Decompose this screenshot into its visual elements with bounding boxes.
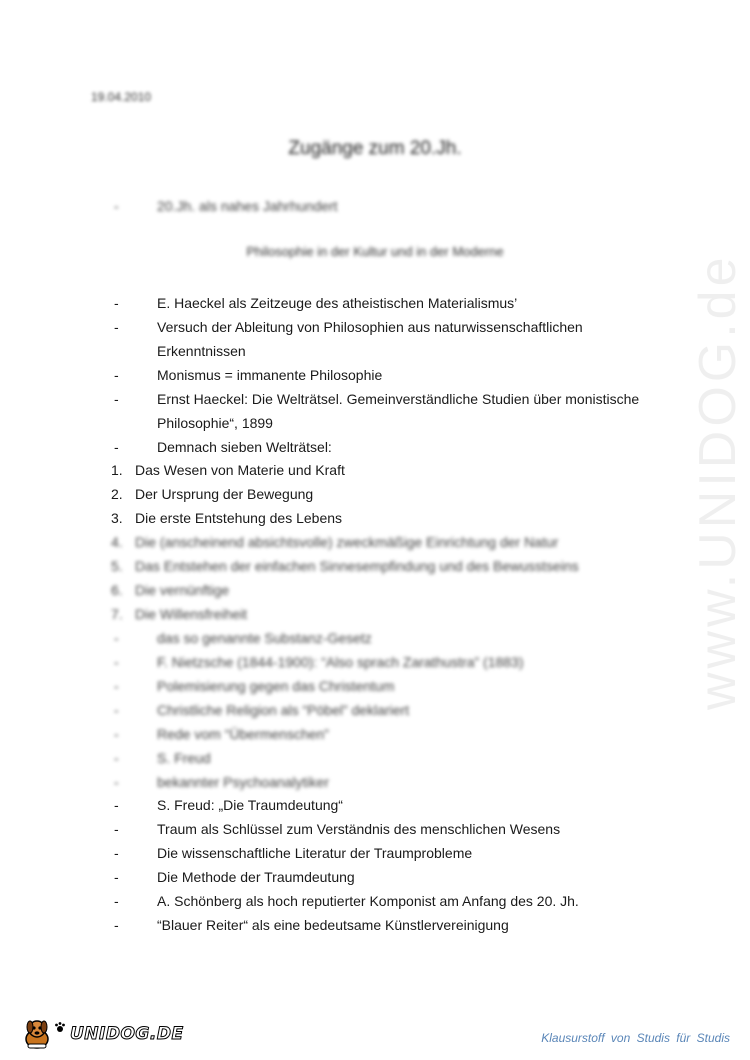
bullet-dash: -: [114, 893, 119, 909]
line-text: Monismus = immanente Philosophie: [157, 367, 383, 383]
line-text: Das Wesen von Materie und Kraft: [135, 462, 345, 478]
line-text: bekannter Psychoanalytiker: [157, 774, 329, 790]
line-text: Versuch der Ableitung von Philosophien aus naturwissenschaftlichen: [157, 319, 583, 335]
bullet-dash: -: [114, 439, 119, 455]
bullet-dash: -: [114, 198, 119, 214]
line-text: Polemisierung gegen das Christentum: [157, 678, 395, 694]
bullet-dash: -: [114, 726, 119, 742]
line-text: Die vernünftige: [135, 582, 230, 598]
bullet-dash: -: [114, 702, 119, 718]
paw-icon: [54, 1021, 66, 1033]
document-title: Zugänge zum 20.Jh.: [288, 138, 462, 159]
list-number: 2.: [111, 486, 123, 502]
bullet-dash: -: [114, 845, 119, 861]
line-text: “Blauer Reiter“ als eine bedeutsame Künstlervereinigung: [157, 917, 509, 933]
bullet-dash: -: [114, 367, 119, 383]
bullet-dash: -: [114, 391, 119, 407]
line-text: Demnach sieben Welträtsel:: [157, 439, 332, 455]
line-text: das so genannte Substanz-Gesetz: [157, 630, 372, 646]
watermark: www.UNIDOG.de: [689, 253, 747, 710]
bullet-dash: -: [114, 319, 119, 335]
dog-icon: [22, 1018, 52, 1050]
line-text: F. Nietzsche (1844-1900): “Also sprach Zarathustra” (1883): [157, 654, 524, 670]
list-number: 4.: [111, 534, 123, 550]
line-text: S. Freud: [157, 750, 211, 766]
line-text: A. Schönberg als hoch reputierter Komponist am Anfang des 20. Jh.: [157, 893, 579, 909]
line-text: E. Haeckel als Zeitzeuge des atheistischen Materialismus’: [157, 295, 518, 311]
line-text: Philosophie“, 1899: [157, 415, 273, 431]
line-text: Die (anscheinend absichtsvolle) zweckmäßige Einrichtung der Natur: [135, 534, 559, 550]
bullet-dash: -: [114, 869, 119, 885]
bullet-dash: -: [114, 774, 119, 790]
line-text: Die Methode der Traumdeutung: [157, 869, 355, 885]
list-number: 3.: [111, 510, 123, 526]
section-subtitle: Philosophie in der Kultur und in der Moderne: [246, 244, 504, 259]
line-text: 20.Jh. als nahes Jahrhundert: [157, 198, 338, 214]
bullet-dash: -: [114, 821, 119, 837]
unidog-logo: [22, 1016, 184, 1052]
line-text: Die erste Entstehung des Lebens: [135, 510, 343, 526]
bullet-dash: -: [114, 917, 119, 933]
line-text: Erkenntnissen: [157, 343, 246, 359]
line-text: Das Entstehen der einfachen Sinnesempfindung und des Bewusstseins: [135, 558, 579, 574]
bullet-dash: -: [114, 750, 119, 766]
line-text: Ernst Haeckel: Die Welträtsel. Gemeinverständliche Studien über monistische: [157, 391, 640, 407]
list-number: 5.: [111, 558, 123, 574]
bullet-dash: -: [114, 630, 119, 646]
footer-tagline: Klausurstoff von Studis für Studis: [541, 1031, 730, 1045]
logo-text: UNIDOG.DE: [70, 1024, 184, 1044]
line-text: Der Ursprung der Bewegung: [135, 486, 314, 502]
bullet-dash: -: [114, 295, 119, 311]
document-date: 19.04.2010: [91, 90, 152, 104]
line-text: S. Freud: „Die Traumdeutung“: [157, 797, 343, 813]
line-text: Die wissenschaftliche Literatur der Traumprobleme: [157, 845, 473, 861]
line-text: Traum als Schlüssel zum Verständnis des menschlichen Wesens: [157, 821, 561, 837]
line-text: Christliche Religion als “Pöbel” deklariert: [157, 702, 410, 718]
line-text: Die Willensfreiheit: [135, 606, 248, 622]
list-number: 7.: [111, 606, 123, 622]
list-number: 1.: [111, 462, 123, 478]
list-number: 6.: [111, 582, 123, 598]
bullet-dash: -: [114, 654, 119, 670]
line-text: Rede vom “Übermenschen”: [157, 726, 329, 742]
bullet-dash: -: [114, 797, 119, 813]
bullet-dash: -: [114, 678, 119, 694]
